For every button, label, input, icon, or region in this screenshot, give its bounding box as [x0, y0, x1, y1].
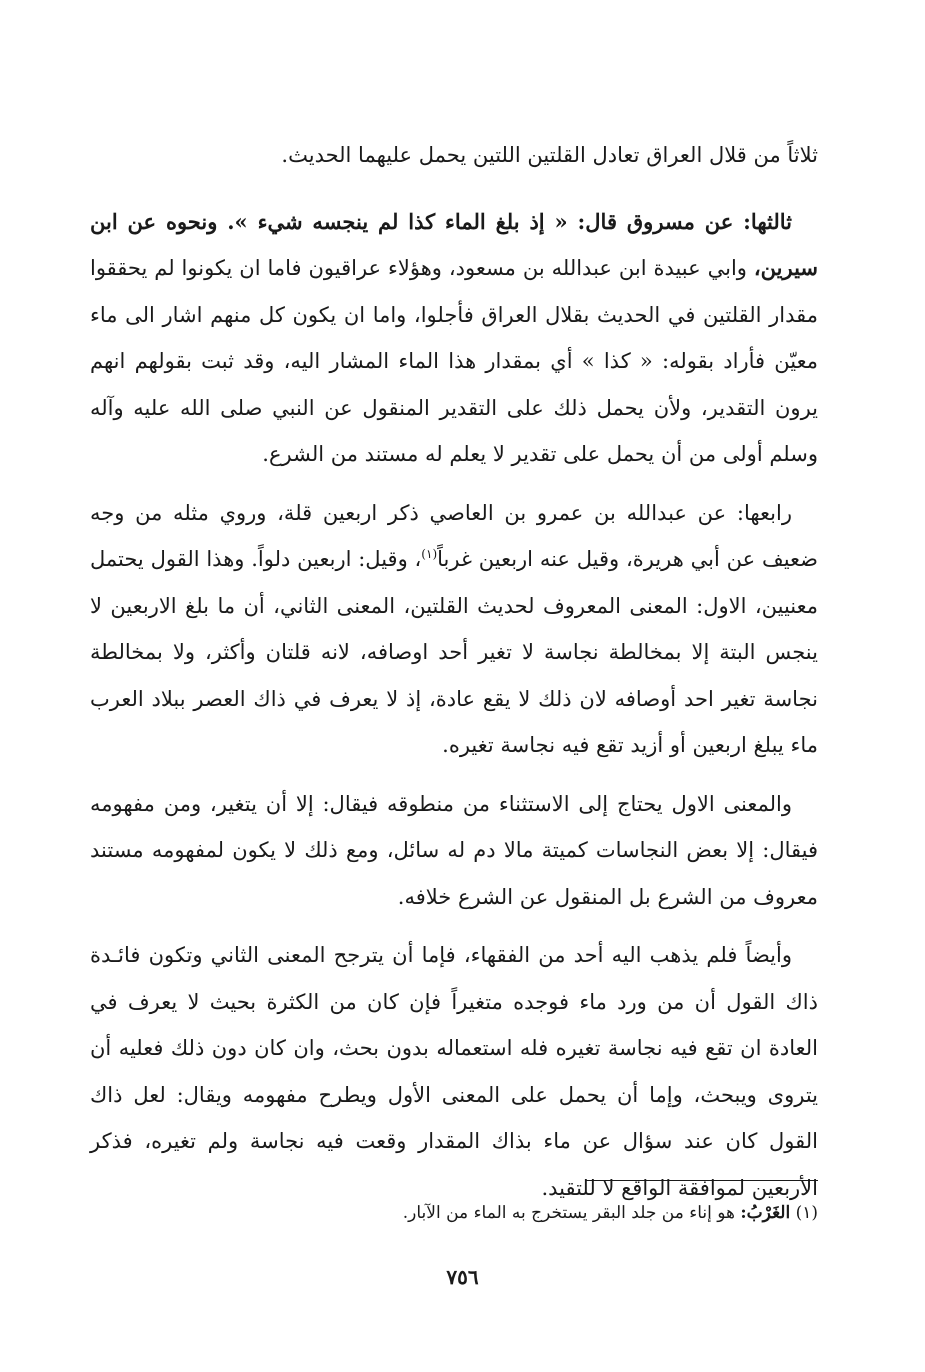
paragraph-2-lead: ثالثها: عن مسروق قال: « إذ بلغ الماء كذا لم ينجسه شيء ». ونحوه عن ابن سيرين، — [90, 208, 819, 280]
paragraph-1 — [90, 132, 818, 179]
paragraph-3-text: ، وقيل: اربعين دلواً. وهذا القول يحتمل معنيين، الاول: المعنى المعروف لحديث القلتين، المعنى الثاني، أن ما بلغ الاربعين لا ينجس البتة إلا بمخالطة نجاسة لا تغير أحد اوصافه، لانه قلتان وأكثر، ولا بمخالطة نجاسة تغير احد أوصافه لان ذلك لا يقع عادة، إذ لا يعرف في ذاك العصر ببلاد العرب ماء يبلغ اربعين أو أزيد تقع فيه نجاسة تغيره. — [90, 547, 818, 757]
footnote-divider — [585, 1180, 818, 1181]
footnote-marker: (١) — [795, 1203, 818, 1223]
main-text — [90, 132, 818, 1223]
footnote — [90, 1198, 818, 1228]
footnote-term: الغَرْبُ: — [740, 1203, 791, 1223]
paragraph-3 — [90, 490, 818, 769]
footnote-reference: (١) — [421, 547, 438, 561]
paragraph-5-text: وأيضاً فلم يذهب اليه أحد من الفقهاء، فإما أن يترجح المعنى الثاني وتكون فائـدة ذاك القول أن من ورد ماء فوجده متغيراً فإن كان من الكثرة بحيث لا يعرف في العادة ان تقع فيه نجاسة تغيره فله استعماله بدون بحث، وان كان دون ذلك فعليه أن يتروى ويبحث، وإما أن يحمل على المعنى الأول ويطرح مفهومه ويقال: لعل ذاك القول كان عند سؤال عن ماء بذاك المقدار وقعت فيه نجاسة ولم تغيره، فذكر الأربعين لموافقة الواقع لا للتقيد. — [90, 943, 818, 1200]
paragraph-3-text-start: رابعها: عن عبدالله بن عمرو بن العاصي ذكر اربعين قلة، وروي مثله من وجه ضعيف عن أبي هريرة، وقيل عنه اربعين غرباً — [90, 500, 818, 571]
paragraph-4-text: والمعنى الاول يحتاج إلى الاستثناء من منطوقه فيقال: إلا أن يتغير، ومن مفهومه فيقال: إلا بعض النجاسات كميتة مالا دم له سائل، ومع ذلك لا يكون لمفهومه مستند معروف من الشرع بل المنقول عن الشرع خلافه. — [90, 791, 818, 909]
paragraph-2 — [90, 199, 818, 478]
page-number: ٧٥٦ — [446, 1265, 479, 1289]
paragraph-4 — [90, 781, 818, 921]
paragraph-1-text: ثلاثاً من قلال العراق تعادل القلتين اللتين يحمل عليهما الحديث. — [281, 143, 818, 167]
paragraph-5 — [90, 932, 818, 1211]
footnote-text: هو إناء من جلد البقر يستخرج به الماء من الآبار. — [402, 1203, 735, 1223]
paragraph-2-text: وابي عبيدة ابن عبدالله بن مسعود، وهؤلاء عراقيون فاما ان يكونوا لم يحققوا مقدار القلتين في الحديث بقلال العراق فأجلوا، واما ان يكون كل منهم اشار الى ماء معيّن فأراد بقوله: « كذا » أي بمقدار هذا الماء المشار اليه، وقد ثبت بقولهم انهم يرون التقدير، ولأن يحمل ذلك على التقدير المنقول عن النبي صلى الله عليه وآله وسلم أولى من أن يحمل على تقدير لا يعلم له مستند من الشرع. — [90, 256, 818, 466]
